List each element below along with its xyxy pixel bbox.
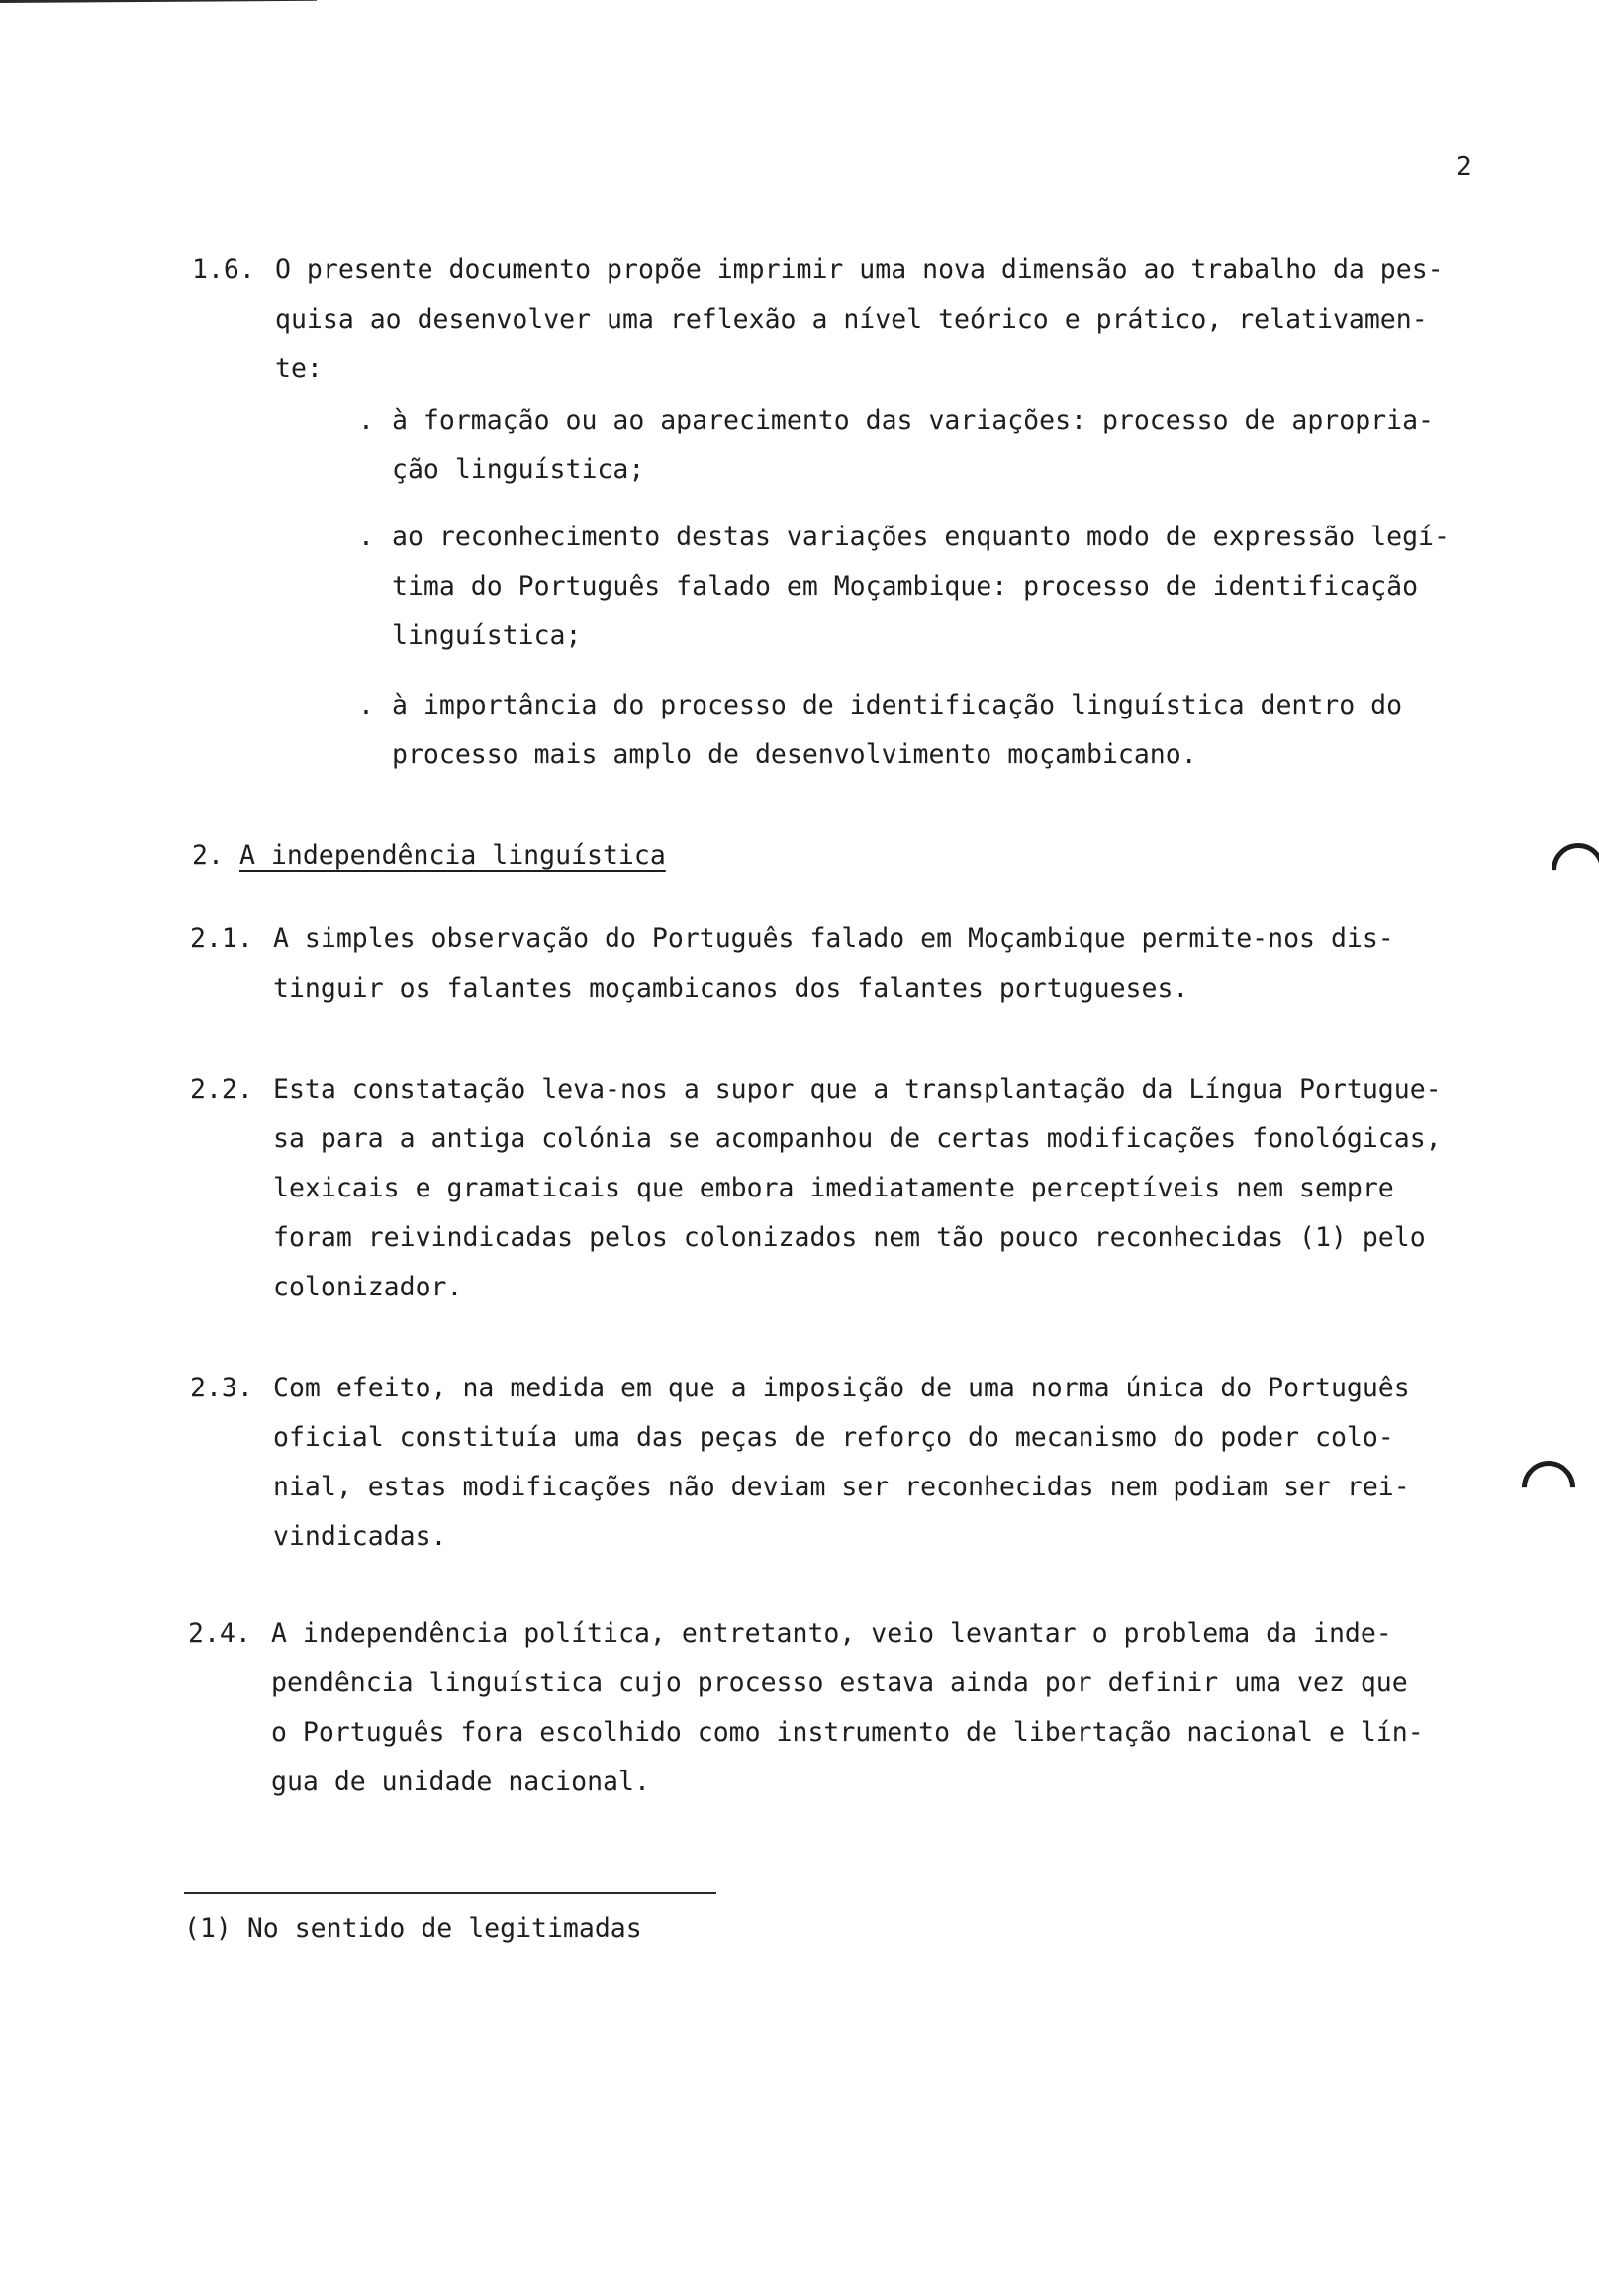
text-line: lexicais e gramaticais que embora imediatamente perceptíveis nem sempre bbox=[273, 1173, 1394, 1203]
section-number: 1.6. bbox=[192, 254, 255, 285]
text-line: oficial constituía uma das peças de reforço do mecanismo do poder colo- bbox=[273, 1422, 1394, 1453]
paragraph-2-3 bbox=[190, 1364, 1410, 1562]
paragraph-2-4 bbox=[188, 1609, 1424, 1807]
footnote bbox=[184, 1904, 642, 1954]
footnote-text: No sentido de legitimadas bbox=[246, 1913, 642, 1944]
text-line: processo mais amplo de desenvolvimento moçambicano. bbox=[392, 739, 1197, 770]
text-line: ção linguística; bbox=[392, 454, 645, 485]
text-line: ao reconhecimento destas variações enquanto modo de expressão legí- bbox=[392, 522, 1450, 552]
heading-number: 2. bbox=[192, 840, 224, 871]
paragraph-2-2 bbox=[190, 1065, 1442, 1312]
scan-artifact-line bbox=[0, 0, 317, 3]
page-number: 2 bbox=[1457, 152, 1472, 182]
bullet-marker: . bbox=[358, 522, 374, 552]
text-line: tinguir os falantes moçambicanos dos falantes portugueses. bbox=[273, 973, 1189, 1004]
text-line: gua de unidade nacional. bbox=[271, 1767, 650, 1797]
paragraph-number: 2.1. bbox=[190, 923, 253, 954]
bullet-item bbox=[358, 513, 1450, 661]
text-line: sa para a antiga colónia se acompanhou de certas modificações fonológicas, bbox=[273, 1123, 1442, 1154]
binder-hole-mark bbox=[1511, 1450, 1586, 1525]
text-line: vindicadas. bbox=[273, 1521, 447, 1552]
text-line: colonizador. bbox=[273, 1272, 463, 1302]
section-1-6 bbox=[192, 245, 1444, 394]
paragraph-number: 2.3. bbox=[190, 1373, 253, 1403]
text-line: te: bbox=[275, 353, 323, 384]
paragraph-2-1 bbox=[190, 914, 1394, 1013]
text-line: linguística; bbox=[392, 621, 582, 651]
text-line: à importância do processo de identificação linguística dentro do bbox=[392, 690, 1403, 720]
paragraph-number: 2.2. bbox=[190, 1074, 253, 1104]
text-line: pendência linguística cujo processo estava ainda por definir uma vez que bbox=[271, 1668, 1408, 1698]
text-line: O presente documento propõe imprimir uma nova dimensão ao trabalho da pes- bbox=[275, 254, 1444, 285]
text-line: A simples observação do Português falado em Moçambique permite-nos dis- bbox=[273, 923, 1394, 954]
bullet-item bbox=[358, 396, 1434, 495]
bullet-marker: . bbox=[358, 690, 374, 720]
text-line: A independência política, entretanto, veio levantar o problema da inde- bbox=[271, 1618, 1392, 1649]
text-line: Com efeito, na medida em que a imposição de uma norma única do Português bbox=[273, 1373, 1410, 1403]
text-line: o Português fora escolhido como instrumento de libertação nacional e lín- bbox=[271, 1717, 1424, 1748]
footnote-marker: (1) bbox=[184, 1913, 232, 1944]
text-line: quisa ao desenvolver uma reflexão a nível teórico e prático, relativamen- bbox=[275, 304, 1428, 335]
text-line: tima do Português falado em Moçambique: processo de identificação bbox=[392, 571, 1419, 602]
binder-hole-mark bbox=[1541, 832, 1599, 908]
text-line: foram reivindicadas pelos colonizados nem tão pouco reconhecidas (1) pelo bbox=[273, 1222, 1426, 1253]
heading-text: A independência linguística bbox=[239, 840, 666, 871]
bullet-item bbox=[358, 681, 1403, 780]
text-line: à formação ou ao aparecimento das variações: processo de apropria- bbox=[392, 405, 1434, 435]
text-line: nial, estas modificações não deviam ser reconhecidas nem podiam ser rei- bbox=[273, 1472, 1410, 1502]
text-line: Esta constatação leva-nos a supor que a transplantação da Língua Portugue- bbox=[273, 1074, 1442, 1104]
bullet-marker: . bbox=[358, 405, 374, 435]
footnote-rule bbox=[184, 1892, 716, 1894]
paragraph-number: 2.4. bbox=[188, 1618, 251, 1649]
section-heading bbox=[192, 831, 666, 881]
